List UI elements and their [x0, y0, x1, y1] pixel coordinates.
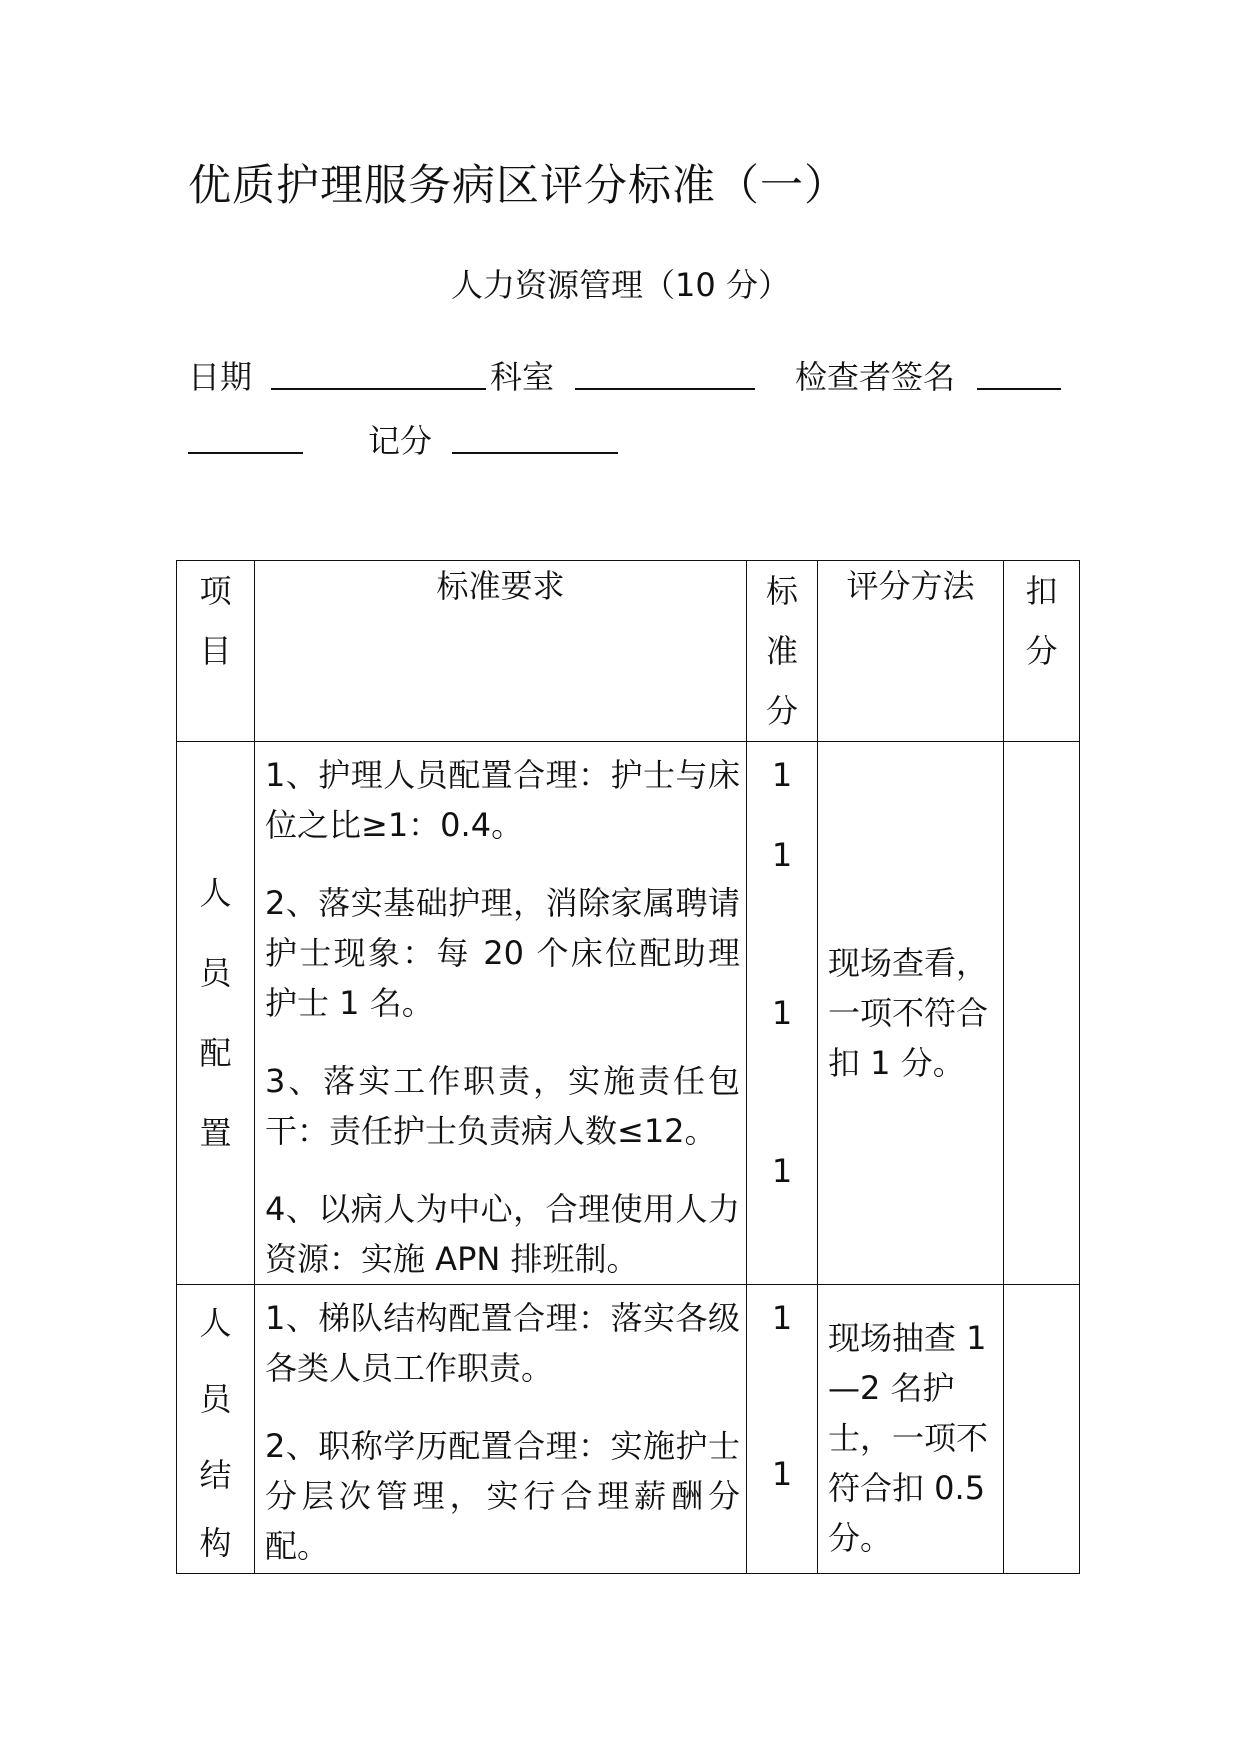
header-requirement: 标准要求: [255, 561, 747, 742]
header-standard-score: [747, 561, 818, 742]
deduction-staffing[interactable]: [1004, 742, 1080, 1285]
header-deduction-char: 扣: [1025, 572, 1058, 610]
header-score-char: 分: [765, 692, 798, 730]
header-score-char: 准: [765, 632, 798, 670]
header-item-char: 目: [199, 632, 232, 670]
standard-score-value: 1: [771, 836, 793, 874]
item-char: 配: [199, 1034, 232, 1072]
requirement-text: 1、梯队结构配置合理：落实各级各类人员工作职责。: [265, 1299, 740, 1387]
item-char: 结: [199, 1456, 232, 1494]
inspector-signature-blank-continued[interactable]: [188, 452, 303, 454]
item-char: 员: [199, 954, 232, 992]
table-row: [177, 1285, 1080, 1574]
item-char: 置: [199, 1114, 232, 1152]
table-header-row: [177, 561, 1080, 742]
requirement-text: 3、落实工作职责，实施责任包干：责任护士负责病人数≤12。: [265, 1062, 740, 1150]
header-item: [177, 561, 255, 742]
inspector-signature-blank[interactable]: [977, 388, 1061, 390]
requirement-text: 4、以病人为中心，合理使用人力资源：实施 APN 排班制。: [265, 1190, 740, 1278]
score-blank[interactable]: [452, 452, 618, 454]
document-subtitle: 人力资源管理（10 分）: [451, 266, 790, 304]
deduction-structure[interactable]: [1004, 1285, 1080, 1574]
scores-staffing: [747, 742, 818, 1285]
standard-score-value: 1: [771, 1455, 793, 1493]
item-structure: [177, 1285, 255, 1574]
score-label: 记分: [368, 422, 433, 460]
document-title: 优质护理服务病区评分标准（一）: [188, 161, 848, 211]
method-staffing: 现场查看，一项不符合扣 1 分。: [818, 742, 1004, 1285]
header-method: 评分方法: [818, 561, 1004, 742]
date-blank[interactable]: [271, 388, 486, 390]
header-deduction-char: 分: [1025, 632, 1058, 670]
date-label: 日期: [188, 358, 253, 396]
requirement-text: 2、落实基础护理，消除家属聘请护士现象：每 20 个床位配助理护士 1 名。: [265, 884, 740, 1022]
department-label: 科室: [490, 358, 555, 396]
department-blank[interactable]: [575, 388, 755, 390]
item-staffing: [177, 742, 255, 1285]
standard-score-value: 1: [771, 756, 793, 794]
standard-score-value: 1: [771, 994, 793, 1032]
item-char: 人: [199, 1304, 232, 1342]
requirement-text: 2、职称学历配置合理：实施护士分层次管理，实行合理薪酬分配。: [265, 1427, 740, 1565]
standard-score-value: 1: [771, 1299, 793, 1337]
method-structure: 现场抽查 1—2 名护士，一项不符合扣 0.5 分。: [818, 1285, 1004, 1574]
scores-structure: [747, 1285, 818, 1574]
inspector-signature-label: 检查者签名: [795, 358, 956, 396]
header-item-char: 项: [199, 572, 232, 610]
requirement-text: 1、护理人员配置合理：护士与床位之比≥1：0.4。: [265, 756, 740, 844]
scoring-table: [176, 560, 1080, 1574]
requirements-structure: [255, 1285, 747, 1574]
item-char: 构: [199, 1524, 232, 1562]
table-row: [177, 742, 1080, 1285]
requirements-staffing: [255, 742, 747, 1285]
header-score-char: 标: [765, 572, 798, 610]
item-char: 人: [199, 874, 232, 912]
item-char: 员: [199, 1380, 232, 1418]
standard-score-value: 1: [771, 1152, 793, 1190]
header-deduction: [1004, 561, 1080, 742]
